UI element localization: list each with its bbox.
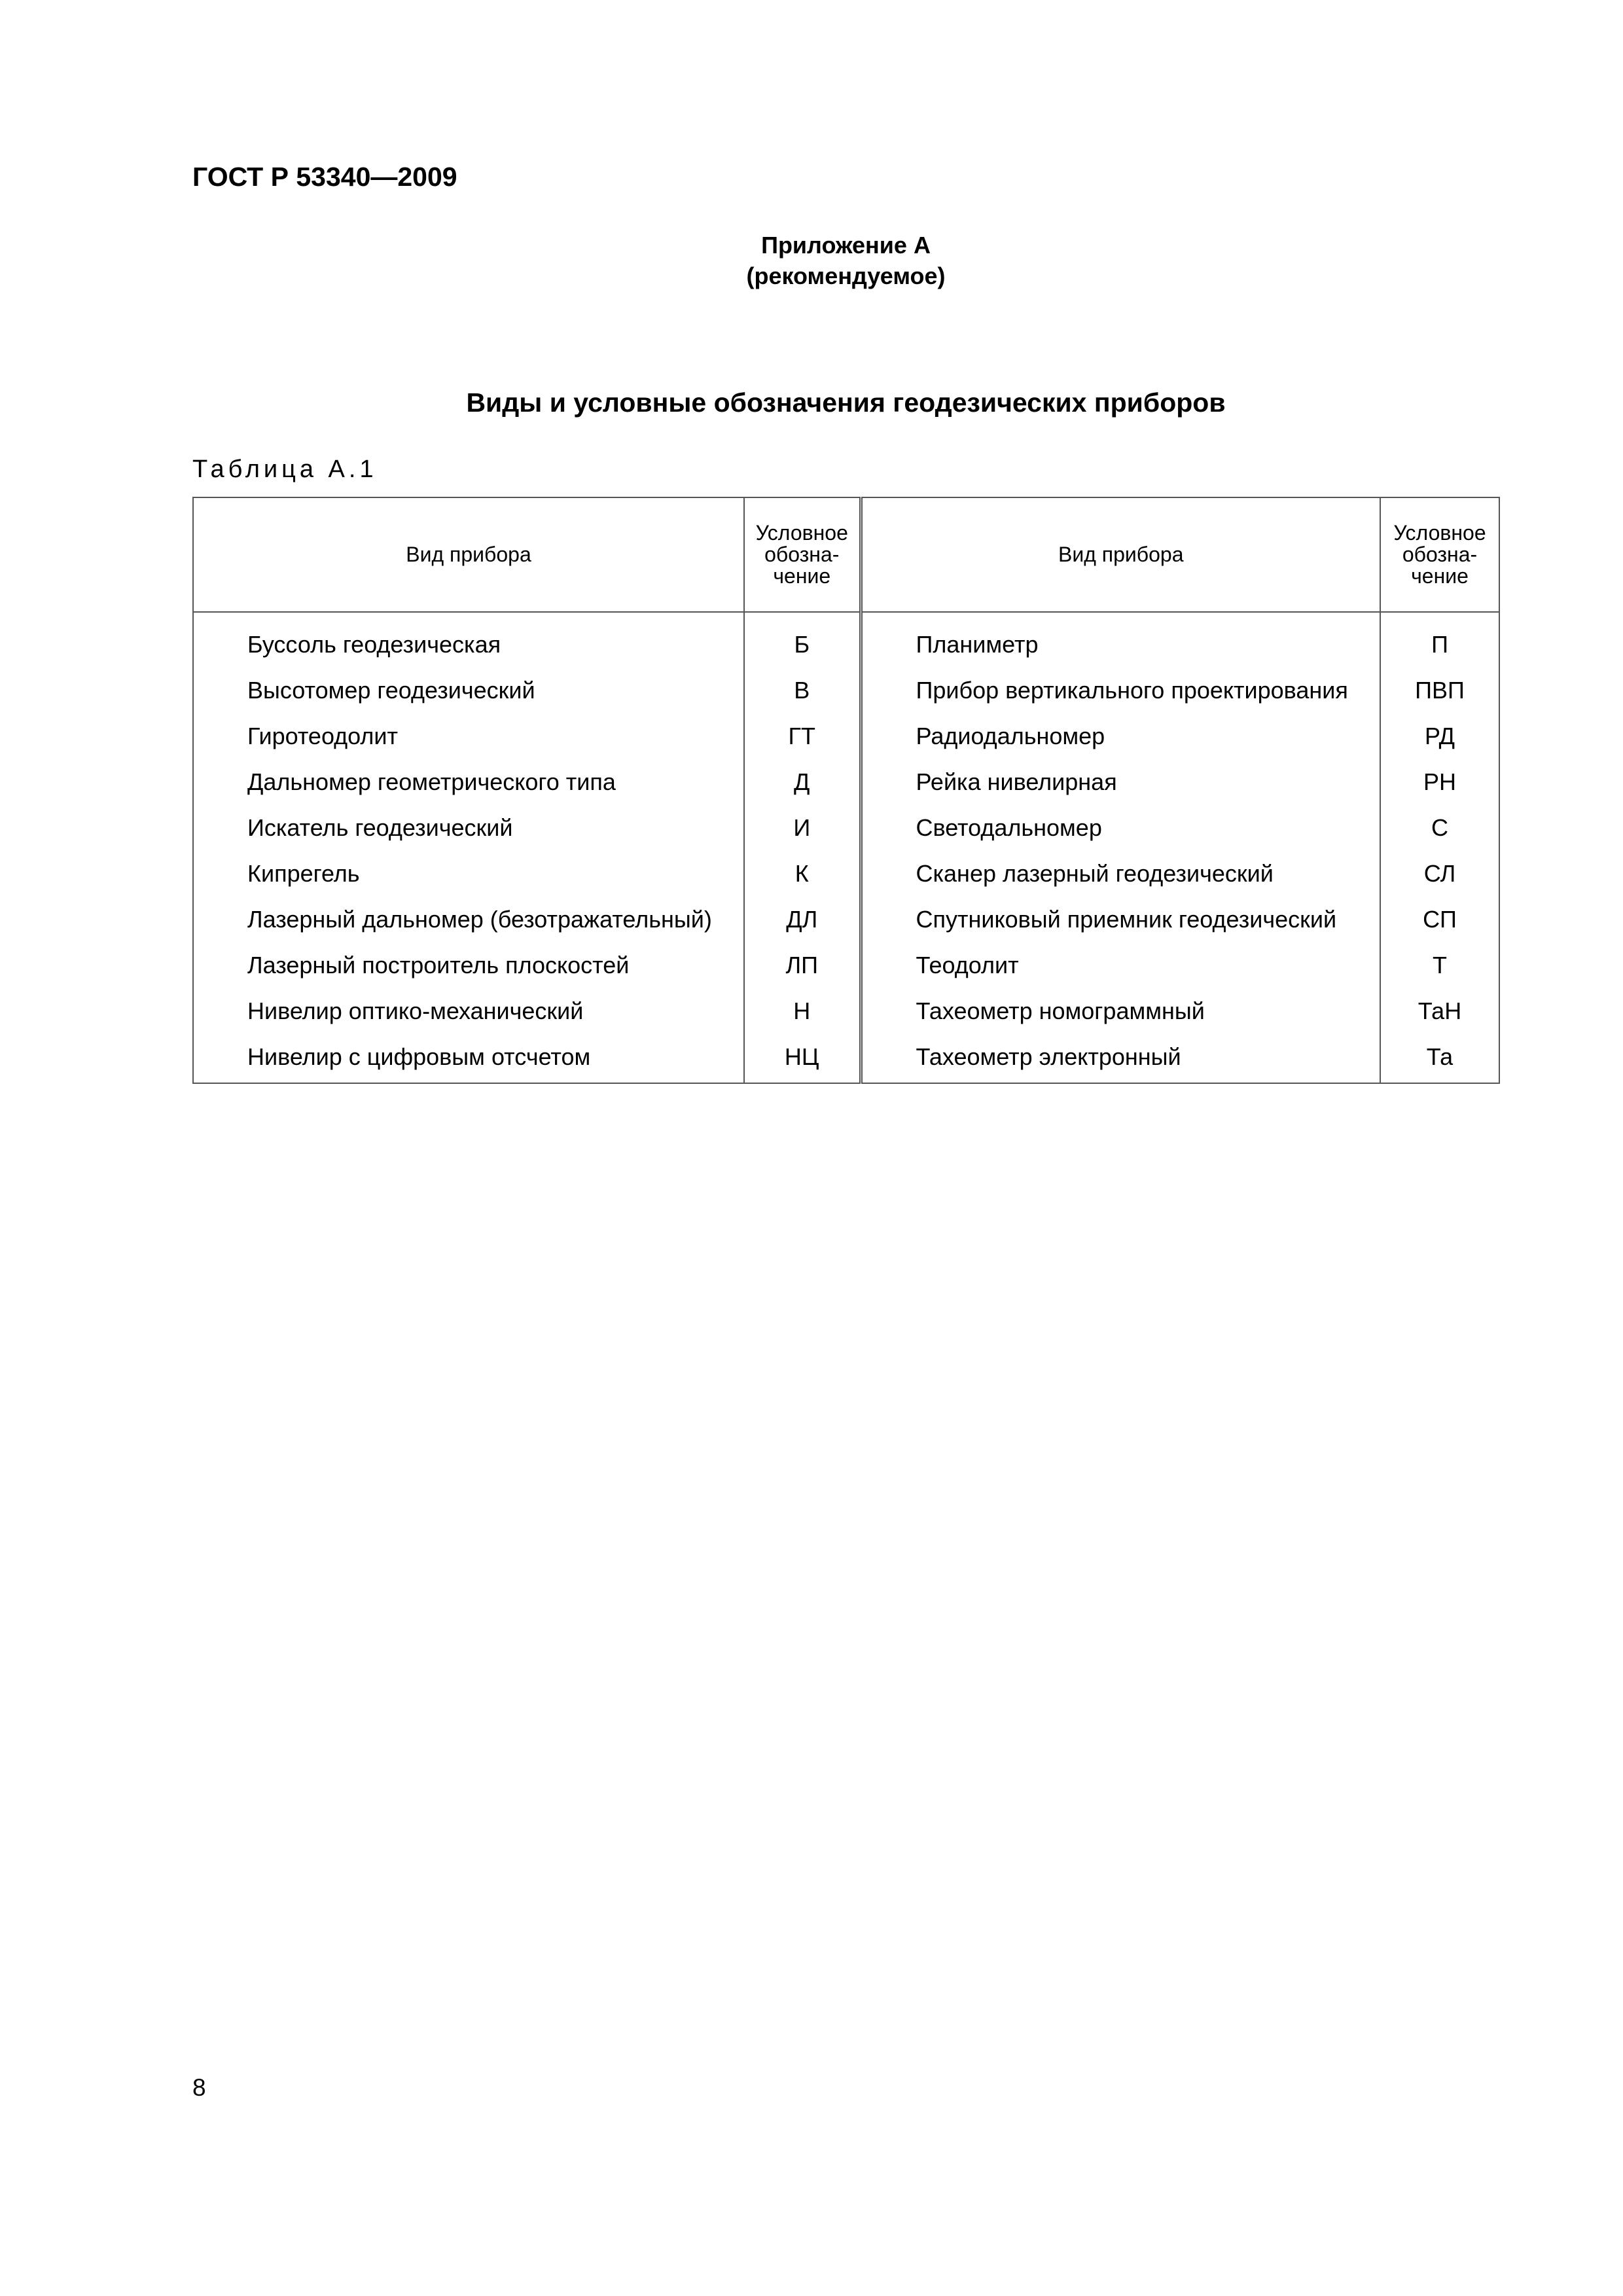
left-instrument-code: К [744, 851, 861, 897]
table-row [193, 851, 1499, 897]
left-instrument-name: Лазерный построитель плоскостей [193, 942, 744, 988]
left-instrument-name: Буссоль геодезическая [193, 612, 744, 668]
table-row [193, 897, 1499, 942]
table-row [193, 805, 1499, 851]
left-instrument-name: Дальномер геометрического типа [193, 759, 744, 805]
table-header-row [193, 497, 1499, 612]
header-code-right-line3: чение [1411, 564, 1469, 588]
right-instrument-name: Планиметр [861, 612, 1380, 668]
right-instrument-name: Радиодальномер [861, 713, 1380, 759]
table-row [193, 988, 1499, 1034]
right-instrument-code: РН [1380, 759, 1499, 805]
left-instrument-code: И [744, 805, 861, 851]
table-row [193, 942, 1499, 988]
left-instrument-code: ЛП [744, 942, 861, 988]
right-instrument-code: Т [1380, 942, 1499, 988]
right-instrument-code: Та [1380, 1034, 1499, 1083]
right-instrument-code: РД [1380, 713, 1499, 759]
header-code-right-line1: Условное [1393, 521, 1486, 545]
left-instrument-code: Н [744, 988, 861, 1034]
right-instrument-name: Тахеометр электронный [861, 1034, 1380, 1083]
table-row [193, 612, 1499, 668]
left-instrument-name: Нивелир оптико-механический [193, 988, 744, 1034]
table-row [193, 1034, 1499, 1083]
right-instrument-name: Прибор вертикального проектирования [861, 668, 1380, 713]
right-instrument-name: Сканер лазерный геодезический [861, 851, 1380, 897]
header-code-left-line2: обозна- [764, 543, 840, 566]
right-instrument-name: Теодолит [861, 942, 1380, 988]
left-instrument-name: Искатель геодезический [193, 805, 744, 851]
header-name-right: Вид прибора [861, 497, 1380, 612]
table-caption: Таблица А.1 [192, 456, 378, 483]
table-row [193, 668, 1499, 713]
right-instrument-name: Светодальномер [861, 805, 1380, 851]
table-row [193, 713, 1499, 759]
left-instrument-code: Б [744, 612, 861, 668]
right-instrument-code: П [1380, 612, 1499, 668]
left-instrument-code: НЦ [744, 1034, 861, 1083]
right-instrument-code: ПВП [1380, 668, 1499, 713]
appendix-title: Приложение А [761, 232, 931, 259]
section-title: Виды и условные обозначения геодезических приборов [466, 387, 1226, 418]
appendix-status: (рекомендуемое) [746, 262, 946, 289]
right-instrument-code: СП [1380, 897, 1499, 942]
right-instrument-name: Тахеометр номограммный [861, 988, 1380, 1034]
header-code-right-line2: обозна- [1402, 543, 1478, 566]
right-instrument-code: ТаН [1380, 988, 1499, 1034]
left-instrument-code: Д [744, 759, 861, 805]
right-instrument-name: Спутниковый приемник геодезический [861, 897, 1380, 942]
left-instrument-name: Лазерный дальномер (безотражательный) [193, 897, 744, 942]
header-code-left-line3: чение [773, 564, 831, 588]
instrument-table [192, 497, 1500, 1084]
right-instrument-name: Рейка нивелирная [861, 759, 1380, 805]
left-instrument-name: Нивелир с цифровым отсчетом [193, 1034, 744, 1083]
left-instrument-name: Гиротеодолит [193, 713, 744, 759]
header-name-left: Вид прибора [193, 497, 744, 612]
header-code-left-line1: Условное [755, 521, 848, 545]
left-instrument-name: Кипрегель [193, 851, 744, 897]
left-instrument-code: ГТ [744, 713, 861, 759]
left-instrument-name: Высотомер геодезический [193, 668, 744, 713]
header-code-left [744, 497, 861, 612]
left-instrument-code: В [744, 668, 861, 713]
document-code: ГОСТ Р 53340—2009 [192, 162, 457, 192]
right-instrument-code: СЛ [1380, 851, 1499, 897]
page-number: 8 [192, 2074, 206, 2101]
right-instrument-code: С [1380, 805, 1499, 851]
table-row [193, 759, 1499, 805]
left-instrument-code: ДЛ [744, 897, 861, 942]
header-code-right [1380, 497, 1499, 612]
